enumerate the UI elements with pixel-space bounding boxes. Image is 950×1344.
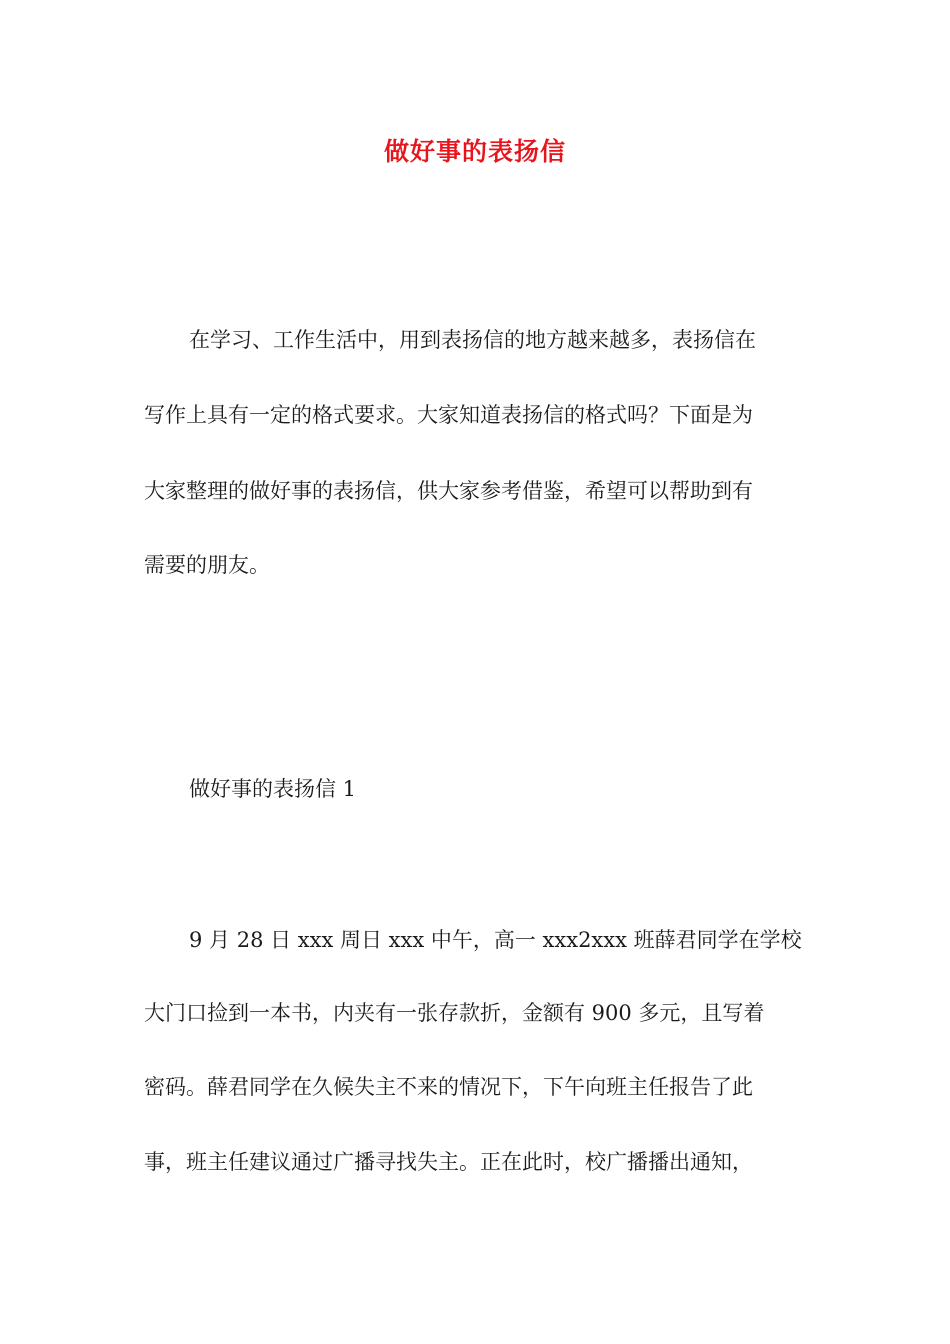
body-line: 9 月 28 日 xxx 周日 xxx 中午，高一 xxx2xxx 班薛君同学在学校 — [189, 928, 802, 952]
document-title: 做好事的表扬信 — [383, 137, 566, 166]
intro-line: 大家整理的做好事的表扬信，供大家参考借鉴，希望可以帮助到有 — [144, 479, 753, 503]
section-heading: 做好事的表扬信 1 — [189, 777, 357, 801]
body-line: 密码。薛君同学在久候失主不来的情况下，下午向班主任报告了此 — [144, 1075, 753, 1099]
intro-line: 需要的朋友。 — [144, 553, 270, 577]
body-line: 大门口捡到一本书，内夹有一张存款折，金额有 900 多元，且写着 — [144, 1001, 765, 1025]
intro-line: 在学习、工作生活中，用到表扬信的地方越来越多，表扬信在 — [189, 328, 756, 352]
body-line: 事，班主任建议通过广播寻找失主。正在此时，校广播播出通知， — [144, 1150, 753, 1174]
intro-line: 写作上具有一定的格式要求。大家知道表扬信的格式吗？下面是为 — [144, 403, 753, 427]
